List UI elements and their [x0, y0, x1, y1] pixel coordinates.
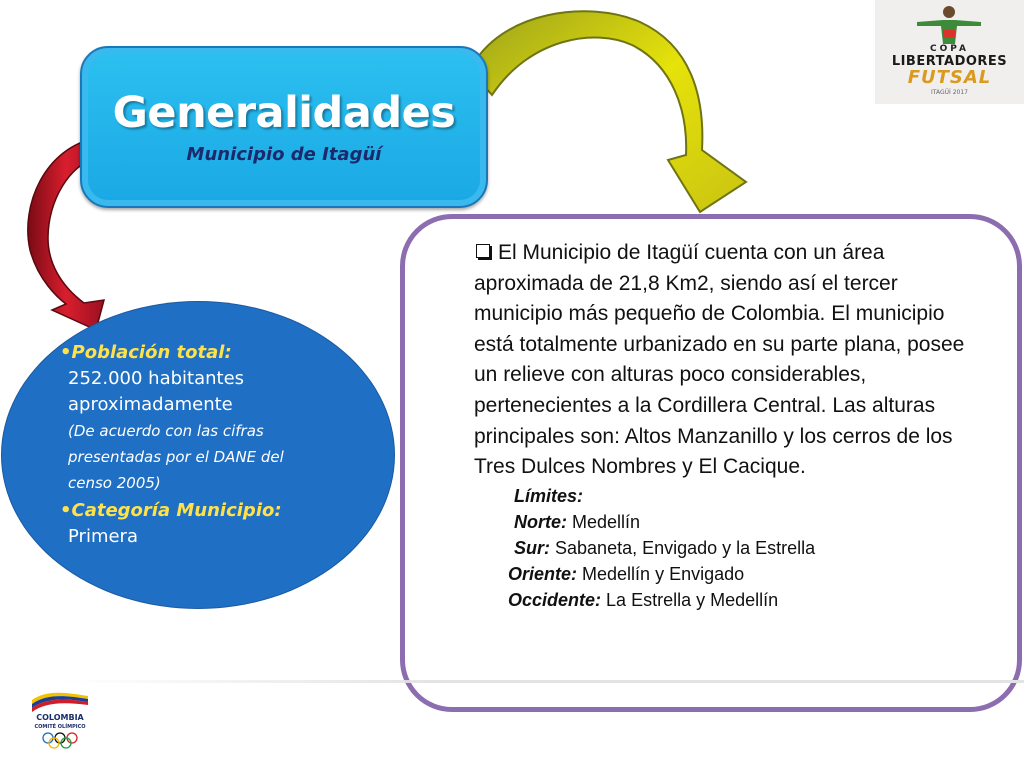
limit-value: Medellín: [572, 511, 641, 532]
limit-value: La Estrella y Medellín: [606, 589, 779, 610]
futsal-text: FUTSAL: [907, 67, 992, 88]
limit-row: [474, 509, 974, 535]
category-value: Primera: [68, 526, 138, 547]
libertadores-text: LIBERTADORES: [891, 54, 1008, 69]
colombia-olympic-logo: [28, 690, 92, 760]
colombia-text: COLOMBIA: [36, 713, 84, 722]
limit-label: Norte:: [514, 511, 567, 532]
limit-label: Oriente:: [508, 563, 578, 584]
limit-value: Sabaneta, Envigado y la Estrella: [555, 537, 816, 558]
limits-heading-row: [474, 483, 974, 509]
limits-heading: Límites:: [514, 485, 584, 506]
yellow-curved-arrow: [470, 11, 746, 212]
olympic-rings-icon: [41, 732, 79, 750]
page-subtitle: Municipio de Itagüí: [186, 144, 382, 165]
stats-panel: [60, 340, 320, 552]
limit-row: [474, 561, 974, 587]
checkbox-bullet-icon: [476, 244, 490, 258]
population-value: 252.000 habitantes aproximadamente: [68, 368, 245, 415]
population-item: [60, 340, 320, 496]
player-figure-icon: [913, 4, 985, 44]
category-item: [60, 498, 320, 550]
title-box: [80, 46, 488, 208]
limit-value: Medellín y Envigado: [582, 563, 745, 584]
description-panel: [474, 238, 974, 613]
copa-libertadores-logo: [875, 0, 1024, 104]
flag-waves-icon: [28, 690, 92, 712]
population-note: (De acuerdo con las cifras presentadas por el DANE del censo 2005): [68, 422, 284, 492]
limit-label: Occidente:: [508, 589, 602, 610]
population-label: •Población total:: [60, 342, 232, 363]
description-text: El Municipio de Itagüí cuenta con un área aproximada de 21,8 Km2, siendo así el tercer municipio más pequeño de Colombia. El municipio está totalmente urbanizado en su parte plana, posee un relieve con alturas poco considerables, pertenecientes a la Cordillera Central. Las alturas principales son: Altos Manzanillo y los cerros de los Tres Dulces Nombres y El Cacique.: [474, 241, 965, 479]
limit-row: [474, 587, 974, 613]
page-title: Generalidades: [112, 88, 456, 138]
category-label: •Categoría Municipio:: [60, 500, 282, 521]
limit-label: Sur:: [514, 537, 550, 558]
footer-divider: [60, 680, 1024, 683]
edition-text: ITAGÜÍ 2017: [931, 89, 968, 96]
copa-text: COPA: [930, 44, 969, 54]
limits-list: [474, 483, 974, 613]
description-paragraph: [474, 238, 974, 483]
comite-olimpico-text: COMITÉ OLÍMPICO: [34, 724, 86, 730]
limit-row: [474, 535, 974, 561]
